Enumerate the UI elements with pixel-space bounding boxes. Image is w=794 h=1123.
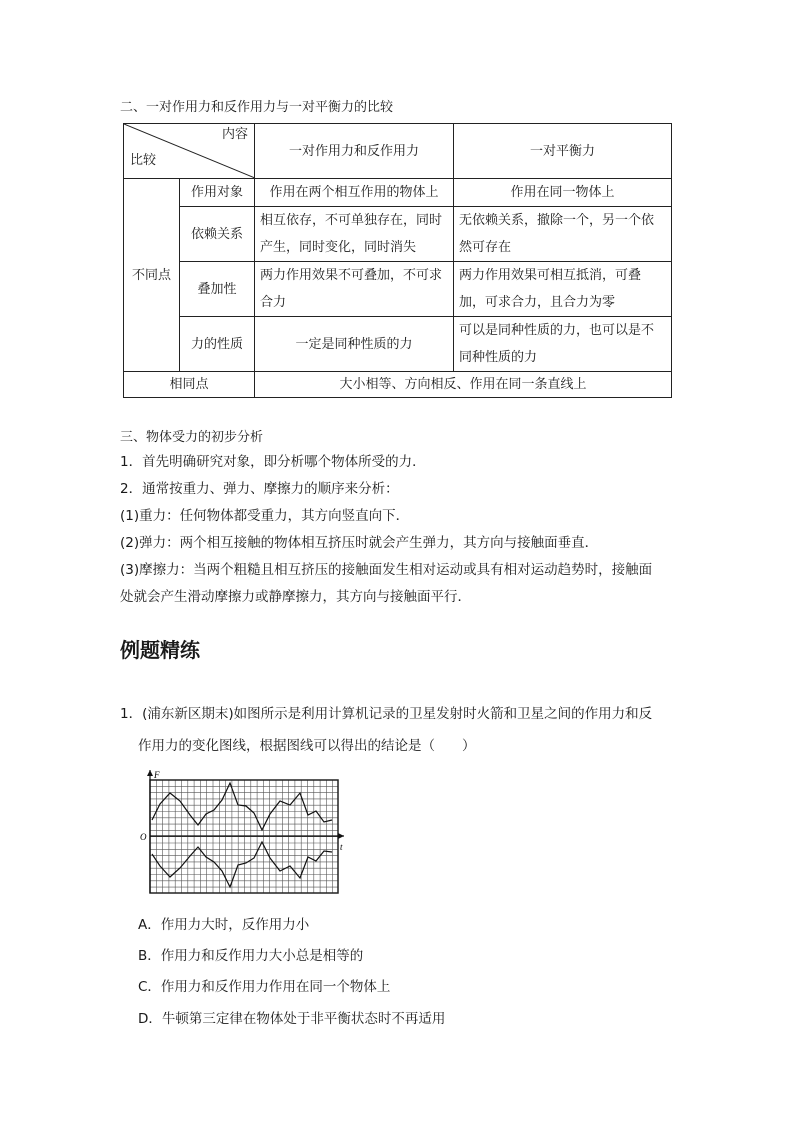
section2-title: 二、一对作用力和反作用力与一对平衡力的比较 bbox=[120, 100, 394, 115]
row-col1: 两力作用效果不可叠加，不可求合力 bbox=[255, 262, 454, 317]
row-col2: 作用在同一物体上 bbox=[454, 179, 672, 207]
table-row bbox=[124, 317, 672, 372]
header-content-label: 内容 bbox=[221, 127, 248, 142]
question-line-2: 作用力的变化图线，根据图线可以得出的结论是（ ） bbox=[138, 738, 476, 754]
row-col1: 作用在两个相互作用的物体上 bbox=[255, 179, 454, 207]
section3-title: 三、物体受力的初步分析 bbox=[120, 430, 264, 445]
option-a: A．作用力大时，反作用力小 bbox=[138, 917, 310, 933]
table-header-row bbox=[124, 124, 672, 179]
row-col2: 两力作用效果可相互抵消，可叠加，可求合力，且合力为零 bbox=[454, 262, 672, 317]
header-col2: 一对平衡力 bbox=[454, 124, 672, 179]
table-row bbox=[124, 207, 672, 262]
section3-line-1: 1．首先明确研究对象，即分析哪个物体所受的力． bbox=[120, 454, 426, 470]
group-label-different: 不同点 bbox=[124, 179, 180, 372]
row-label: 力的性质 bbox=[180, 317, 255, 372]
section3-line-2: 2．通常按重力、弹力、摩擦力的顺序来分析： bbox=[120, 481, 399, 497]
row-col1: 相互依存，不可单独存在，同时产生，同时变化，同时消失 bbox=[255, 207, 454, 262]
f-axis-label: F bbox=[154, 770, 160, 780]
header-col1: 一对作用力和反作用力 bbox=[255, 124, 454, 179]
section3-line-5: (3)摩擦力：当两个粗糙且相互挤压的接触面发生相对运动或具有相对运动趋势时，接触面 bbox=[120, 562, 653, 578]
origin-label: O bbox=[140, 832, 147, 842]
same-value: 大小相等、方向相反、作用在同一条直线上 bbox=[255, 372, 672, 398]
option-b: B．作用力和反作用力大小总是相等的 bbox=[138, 948, 364, 964]
row-label: 依赖关系 bbox=[180, 207, 255, 262]
option-c: C．作用力和反作用力作用在同一个物体上 bbox=[138, 979, 391, 995]
t-axis-arrow bbox=[338, 833, 344, 839]
t-axis-label: t bbox=[340, 842, 343, 852]
table-row bbox=[124, 179, 672, 207]
option-d: D．牛顿第三定律在物体处于非平衡状态时不再适用 bbox=[138, 1011, 446, 1027]
action-force-curve bbox=[152, 783, 332, 830]
section3-line-3: (1)重力：任何物体都受重力，其方向竖直向下． bbox=[120, 508, 410, 524]
force-time-graph bbox=[140, 768, 350, 896]
row-col2: 可以是同种性质的力，也可以是不同种性质的力 bbox=[454, 317, 672, 372]
row-label: 作用对象 bbox=[180, 179, 255, 207]
reaction-force-curve bbox=[152, 842, 332, 887]
row-col1: 一定是同种性质的力 bbox=[255, 317, 454, 372]
header-compare-label: 比较 bbox=[130, 153, 157, 168]
same-label: 相同点 bbox=[124, 372, 255, 398]
question-line-1: 1．(浦东新区期末)如图所示是利用计算机记录的卫星发射时火箭和卫星之间的作用力和反 bbox=[120, 706, 653, 722]
section3-line-4: (2)弹力：两个相互接触的物体相互挤压时就会产生弹力，其方向与接触面垂直． bbox=[120, 535, 599, 551]
header-diagonal-cell bbox=[124, 124, 255, 179]
comparison-table bbox=[123, 123, 672, 398]
table-row bbox=[124, 262, 672, 317]
row-label: 叠加性 bbox=[180, 262, 255, 317]
f-axis-arrow bbox=[147, 770, 153, 776]
table-row-same bbox=[124, 372, 672, 398]
section3-line-6: 处就会产生滑动摩擦力或静摩擦力，其方向与接触面平行． bbox=[120, 589, 471, 605]
examples-heading: 例题精练 bbox=[120, 638, 200, 662]
row-col2: 无依赖关系，撤除一个，另一个依然可存在 bbox=[454, 207, 672, 262]
